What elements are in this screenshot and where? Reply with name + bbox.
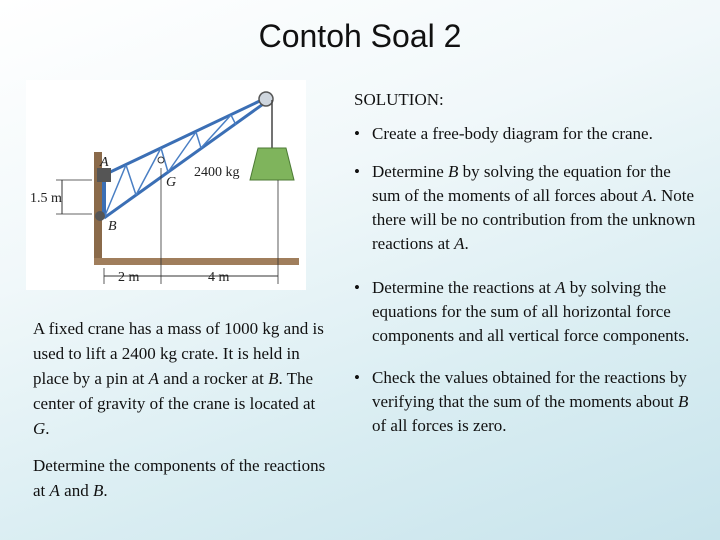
solution-bullet: • Determine the reactions at A by solving the equations for the sum of all horizontal force components and all vertical force components. <box>354 276 699 348</box>
slide-title: Contoh Soal 2 <box>258 18 462 54</box>
crate-icon <box>250 148 294 180</box>
problem-paragraph-1: A fixed crane has a mass of 1000 kg and is used to lift a 2400 kg crate. It is held in place by a pin at A and a rocker at B. The center of gravity of the crane is located at G. <box>33 319 324 438</box>
boom-bottom-chord <box>104 102 266 218</box>
italic-symbol: A <box>642 186 653 205</box>
italic-symbol: G <box>33 419 46 438</box>
label-height: 1.5 m <box>30 191 62 206</box>
italic-symbol: B <box>448 162 459 181</box>
label-b: B <box>108 219 117 234</box>
solution-bullet-list <box>354 122 699 438</box>
italic-symbol: B <box>677 392 689 411</box>
solution-bullet: • Check the values obtained for the reactions by verifying that the sum of the moments about B of all forces is zero. <box>354 366 699 438</box>
crane-diagram <box>26 80 306 290</box>
label-a: A <box>100 155 109 170</box>
solution-bullet: • Determine B by solving the equation for the sum of the moments of all forces about A. Note there will be no contribution from the unknown reactions at A. <box>354 160 699 256</box>
rocker-support-icon <box>95 211 105 221</box>
solution-heading: SOLUTION: <box>354 90 444 109</box>
italic-symbol: B <box>92 481 104 500</box>
pulley-icon <box>259 92 273 106</box>
solution-bullet: • Create a free-body diagram for the crane. <box>354 122 699 146</box>
italic-symbol: A <box>555 278 566 297</box>
pin-support-icon <box>97 168 111 182</box>
label-g: G <box>166 175 177 190</box>
italic-symbol: A <box>454 234 465 253</box>
label-dist-1: 2 m <box>118 270 140 285</box>
ground-strip <box>94 258 299 265</box>
center-of-gravity-icon <box>158 157 164 163</box>
problem-statement <box>33 316 333 515</box>
problem-paragraph-2: Determine the components of the reactions at A and B. <box>33 456 326 500</box>
crane-figure <box>26 80 306 290</box>
italic-symbol: A <box>148 369 160 388</box>
italic-symbol: A <box>49 481 60 500</box>
boom-top-chord <box>104 98 266 175</box>
italic-symbol: B <box>268 369 279 388</box>
label-dist-2: 4 m <box>208 270 230 285</box>
label-load: 2400 kg <box>194 165 240 180</box>
